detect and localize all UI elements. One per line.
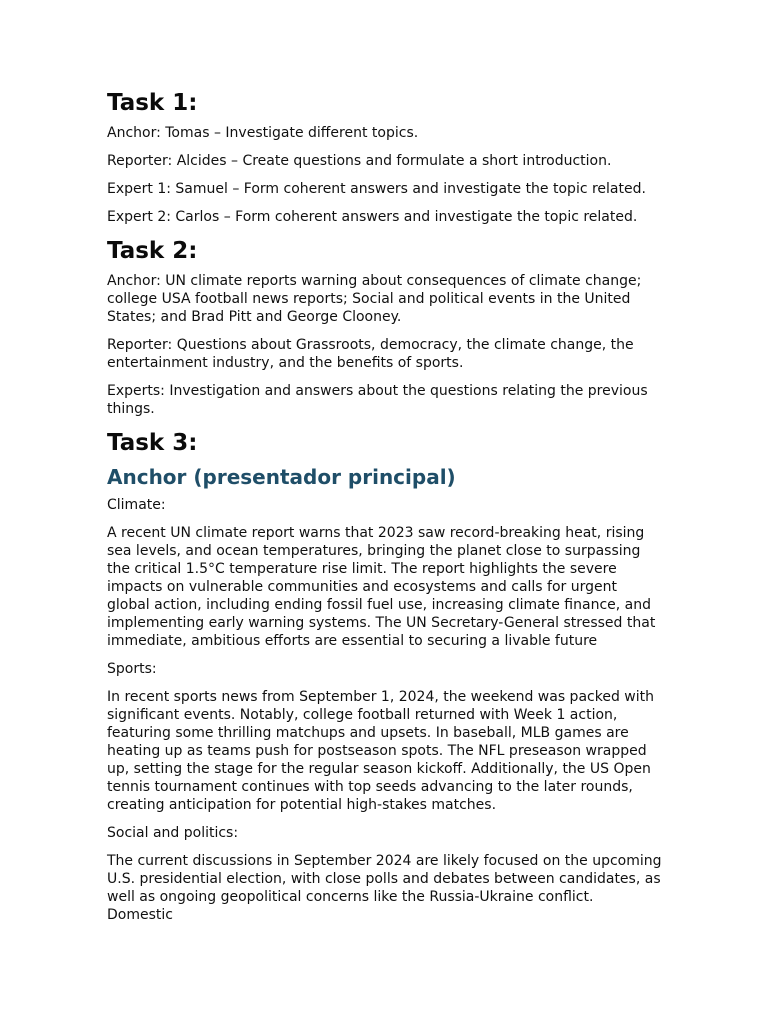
task1-section: [107, 88, 662, 226]
climate-label: Climate:: [107, 497, 166, 513]
task2-heading: Task 2:: [107, 238, 198, 264]
anchor-subheading: Anchor (presentador principal): [107, 465, 456, 489]
task2-section: [107, 236, 662, 418]
task2-experts-paragraph: Experts: Investigation and answers about the questions relating the previous things.: [107, 383, 648, 417]
task1-expert2-line: Expert 2: Carlos – Form coherent answers and investigate the topic related.: [107, 209, 638, 225]
task3-section: [107, 428, 662, 924]
task1-heading: Task 1:: [107, 90, 198, 116]
task1-anchor-line: Anchor: Tomas – Investigate different topics.: [107, 125, 419, 141]
sports-label: Sports:: [107, 661, 157, 677]
social-politics-label: Social and politics:: [107, 825, 239, 841]
social-politics-paragraph: The current discussions in September 2024 are likely focused on the upcoming U.S. presidential election, with close polls and debates between candidates, as well as ongoing geopolitical concerns like the Russia-Ukraine conflict. Domestic: [107, 853, 662, 923]
task2-reporter-paragraph: Reporter: Questions about Grassroots, democracy, the climate change, the entertainment industry, and the benefits of sports.: [107, 337, 634, 371]
climate-paragraph: A recent UN climate report warns that 2023 saw record-breaking heat, rising sea levels, and ocean temperatures, bringing the planet close to surpassing the critical 1.5°C temperature rise limit. The report highlights the severe impacts on vulnerable communities and ecosystems and calls for urgent global action, including ending fossil fuel use, increasing climate finance, and implementing early warning systems. The UN Secretary-General stressed that immediate, ambitious efforts are essential to securing a livable future: [107, 525, 656, 649]
sports-paragraph: In recent sports news from September 1, 2024, the weekend was packed with significant events. Notably, college football returned with Week 1 action, featuring some thrilling matchups and upsets. In baseball, MLB games are heating up as teams push for postseason spots. The NFL preseason wrapped up, setting the stage for the regular season kickoff. Additionally, the US Open tennis tournament continues with top seeds advancing to the later rounds, creating anticipation for potential high-stakes matches.: [107, 689, 654, 813]
task2-anchor-paragraph: Anchor: UN climate reports warning about consequences of climate change; college USA football news reports; Social and political events in the United States; and Brad Pitt and George Clooney.: [107, 273, 642, 325]
task1-expert1-line: Expert 1: Samuel – Form coherent answers and investigate the topic related.: [107, 181, 646, 197]
task3-heading: Task 3:: [107, 430, 198, 456]
task1-reporter-line: Reporter: Alcides – Create questions and formulate a short introduction.: [107, 153, 612, 169]
